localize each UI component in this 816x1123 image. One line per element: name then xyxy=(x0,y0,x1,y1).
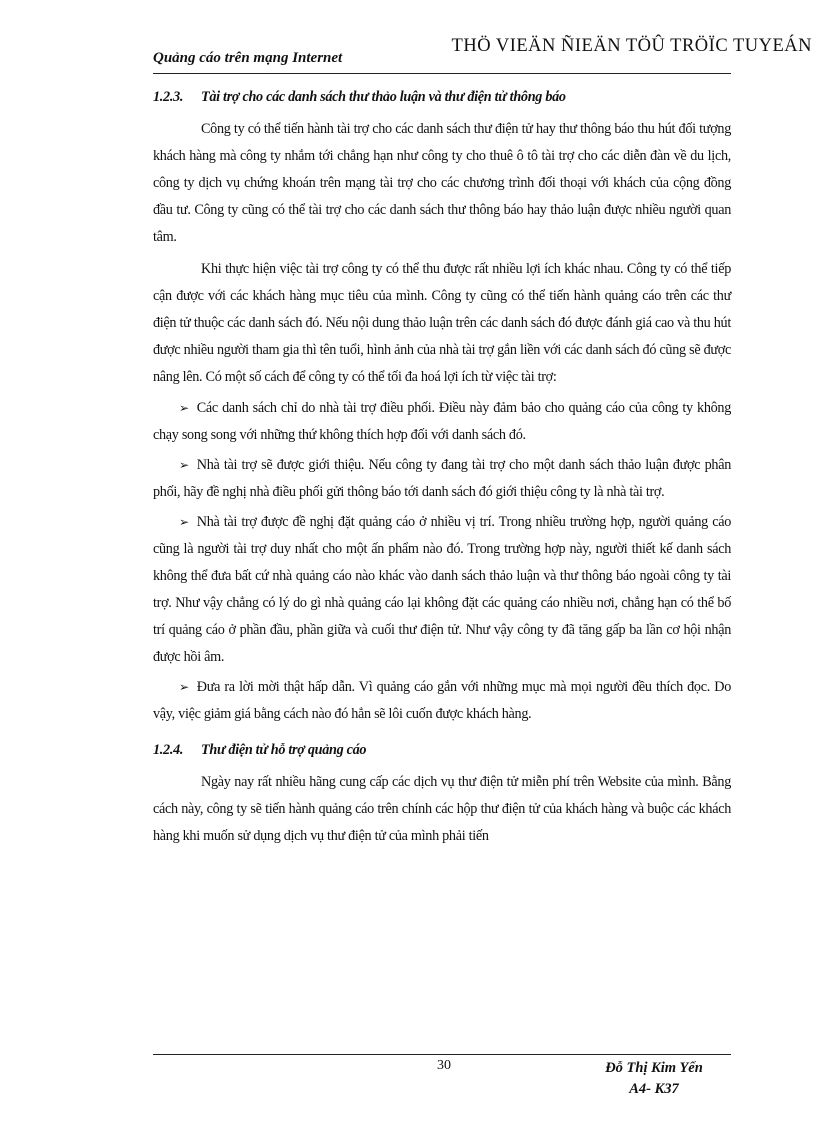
footer-divider xyxy=(153,1054,731,1055)
section-heading-1-2-4 xyxy=(153,737,731,764)
section-title: Thư điện tử hỗ trợ quảng cáo xyxy=(201,742,367,758)
library-watermark: THÖ VIEÄN ÑIEÄN TÖÛ TRÖÏC TUYEÁN xyxy=(451,36,812,56)
arrow-bullet-icon: ➢ xyxy=(179,515,189,529)
paragraph: Công ty có thể tiến hành tài trợ cho các danh sách thư điện tử hay thư thông báo thu hút đối tượng khách hàng mà công ty nhắm tới chẳng hạn như công ty cho thuê ô tô tài trợ cho các diễn đàn về du lịch, công ty dịch vụ chứng khoán trên mạng tài trợ cho các chương trình đối thoại với khách của cộng đồng đầu tư. Công ty cũng có thể tài trợ cho các danh sách thư thông báo hay thảo luận được nhiều người quan tâm. xyxy=(153,121,731,245)
paragraph: Ngày nay rất nhiều hãng cung cấp các dịch vụ thư điện tử miễn phí trên Website của mình. Bằng cách này, công ty sẽ tiến hành quảng cáo trên chính các hộp thư điện tử của khách hàng và buộc các khách hàng khi muốn sử dụng dịch vụ thư điện tử của mình phải tiến xyxy=(153,774,731,844)
author-signature xyxy=(584,1058,724,1100)
arrow-bullet-icon: ➢ xyxy=(179,680,189,694)
section-number: 1.2.3. xyxy=(153,89,184,105)
header-divider xyxy=(153,73,731,74)
paragraph: Khi thực hiện việc tài trợ công ty có thể thu được rất nhiều lợi ích khác nhau. Công ty có thể tiếp cận được với các khách hàng mục tiêu của mình. Công ty cũng có thể tiến hành quảng cáo trên các thư điện tử thuộc các danh sách đó. Nếu nội dung thảo luận trên các danh sách đó được đánh giá cao và thu hút được nhiều người tham gia thì tên tuổi, hình ảnh của nhà tài trợ gắn liền với các danh sách đó cũng sẽ được nâng lên. Có một số cách để công ty có thể tối đa hoá lợi ích từ việc tài trợ: xyxy=(153,261,731,385)
bullet-item xyxy=(153,395,731,449)
page-body xyxy=(153,84,731,854)
bullet-item xyxy=(153,674,731,728)
section-heading-1-2-3 xyxy=(153,84,731,111)
arrow-bullet-icon: ➢ xyxy=(179,458,189,472)
bullet-item xyxy=(153,452,731,506)
author-name: Đỗ Thị Kim Yến xyxy=(605,1060,703,1076)
section-number: 1.2.4. xyxy=(153,742,184,758)
section-title: Tài trợ cho các danh sách thư thảo luận và thư điện tử thông báo xyxy=(201,89,566,105)
running-header-title: Quảng cáo trên mạng Internet xyxy=(153,50,343,66)
arrow-bullet-icon: ➢ xyxy=(179,401,189,415)
bullet-text: Nhà tài trợ được đề nghị đặt quảng cáo ở nhiều vị trí. Trong nhiều trường hợp, người quảng cáo cũng là người tài trợ duy nhất cho một ấn phẩm nào đó. Trong trường hợp này, người thiết kế danh sách không thể đưa bất cứ nhà quảng cáo nào khác vào danh sách thảo luận và thư thông báo ngoài công ty tài trợ. Như vậy chẳng có lý do gì nhà quảng cáo lại không đặt các quảng cáo nhiều nơi, chẳng hạn có thể bố trí quảng cáo ở phần đầu, phần giữa và cuối thư điện tử. Như vậy công ty đã tăng gấp ba lần cơ hội nhận được hồi âm. xyxy=(153,514,731,665)
bullet-text: Đưa ra lời mời thật hấp dẫn. Vì quảng cáo gắn với những mục mà mọi người đều thích đọc. Do vậy, việc giảm giá bằng cách nào đó hẳn sẽ lôi cuốn được khách hàng. xyxy=(153,679,731,722)
page-number: 30 xyxy=(437,1058,451,1073)
bullet-item xyxy=(153,509,731,671)
bullet-text: Các danh sách chỉ do nhà tài trợ điều phối. Điều này đảm bảo cho quảng cáo của công ty không chạy song song với những thứ không thích hợp đối với danh sách đó. xyxy=(153,400,731,443)
bullet-text: Nhà tài trợ sẽ được giới thiệu. Nếu công ty đang tài trợ cho một danh sách thảo luận được phân phối, hãy đề nghị nhà điều phối gửi thông báo tới danh sách đó giới thiệu công ty là nhà tài trợ. xyxy=(153,457,731,500)
author-class: A4- K37 xyxy=(629,1081,679,1097)
